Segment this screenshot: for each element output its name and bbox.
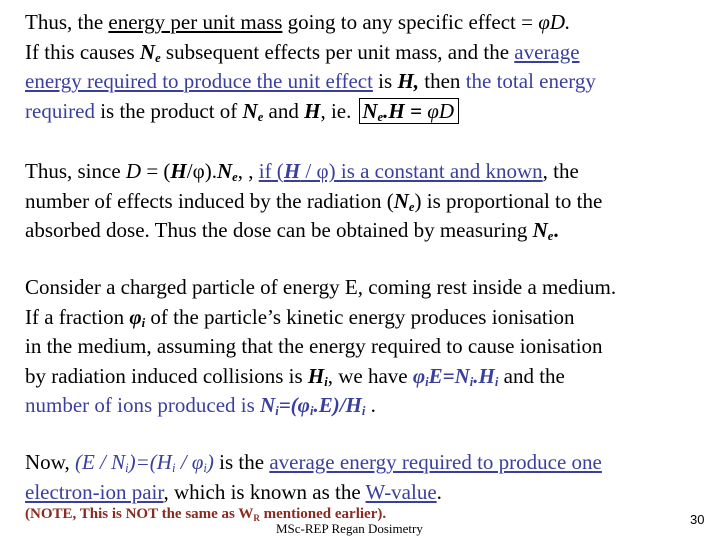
math-phi: / φ	[175, 450, 204, 474]
text: and	[263, 98, 305, 123]
subscript: i	[125, 461, 129, 475]
text: If a fraction	[25, 304, 130, 329]
subscript: i	[469, 374, 474, 389]
text: going to any specific effect =	[282, 10, 539, 34]
text-line	[25, 448, 602, 478]
math-h: .H	[473, 363, 495, 388]
subscript: e	[377, 109, 384, 124]
term-required: required	[25, 98, 95, 123]
math-phi: φ	[412, 363, 426, 388]
text-line	[25, 157, 602, 187]
condition-constant-known	[259, 159, 543, 183]
text: If this causes	[25, 39, 140, 64]
subscript: i	[203, 461, 207, 475]
formula-w	[75, 450, 214, 474]
text: absorbed dose. Thus the dose can be obtained by measuring	[25, 218, 533, 242]
term-energy-required: energy required to produce the unit effect	[25, 69, 373, 93]
math-phi: =(φ	[278, 393, 310, 417]
text-line	[25, 67, 596, 97]
term-electron-ion-pair: electron-ion pair	[25, 479, 164, 504]
text-line	[25, 362, 616, 392]
formula-ions	[260, 393, 365, 417]
text: .	[365, 393, 376, 417]
term-average-energy: average energy required to produce one	[269, 450, 602, 474]
math-h: H	[170, 159, 187, 183]
subscript: i	[171, 461, 176, 475]
text: Now,	[25, 450, 75, 474]
math-h: H	[307, 363, 325, 388]
text: if (	[258, 159, 284, 183]
text: subsequent effects per unit mass, and the	[160, 39, 515, 64]
text-line	[25, 8, 596, 38]
subscript: R	[253, 513, 260, 523]
math-n: N	[139, 39, 156, 64]
math-n: N	[532, 218, 548, 242]
math-phi: φ	[129, 304, 142, 329]
math-h: H	[283, 159, 301, 183]
math-n: N	[216, 159, 233, 183]
text: is the product of	[94, 98, 243, 123]
text: .	[436, 479, 442, 504]
text-line: in the medium, assuming that the energy required to cause ionisation	[25, 334, 603, 358]
text: and the	[498, 363, 565, 388]
text: ) is proportional to the	[414, 188, 603, 213]
text: mentioned earlier).	[259, 506, 387, 522]
text: , which is known as the	[163, 479, 366, 504]
text: , ie.	[320, 98, 352, 123]
subscript: i	[275, 404, 279, 418]
text-line	[25, 391, 616, 421]
text: (NOTE, This is NOT the same as W	[25, 506, 254, 522]
text-ions-produced: number of ions produced is	[25, 393, 261, 417]
text-line	[25, 187, 602, 217]
math-n: N	[362, 98, 378, 123]
math-h-equals: .H =	[383, 98, 428, 123]
subscript: i	[309, 404, 314, 418]
paragraph-dose-measurement	[25, 157, 602, 246]
text: number of effects induced by the radiation (	[25, 188, 394, 213]
math-h: )=(H	[128, 450, 172, 474]
text-line	[25, 216, 602, 246]
text: of the particle’s kinetic energy produces ionisation	[145, 304, 575, 329]
subscript: i	[425, 374, 429, 389]
math-h: H	[304, 98, 321, 123]
paragraph-ionisation	[25, 273, 616, 421]
paragraph-w-value	[25, 448, 602, 507]
text: , ,	[237, 159, 259, 183]
subscript: e	[547, 229, 554, 243]
text: , the	[542, 159, 579, 183]
subscript: i	[494, 374, 499, 389]
text: .	[553, 218, 559, 242]
math-e-n: (E / N	[74, 450, 126, 474]
text: by radiation induced collisions is	[25, 363, 308, 388]
text-line	[25, 303, 616, 333]
text-line	[25, 478, 602, 508]
text: = (	[141, 159, 171, 183]
text: /φ).	[186, 159, 217, 183]
term-total-energy: the total energy	[465, 69, 596, 93]
math-n: N	[260, 393, 276, 417]
math-phi-d: φD	[427, 98, 454, 123]
math-n: N	[393, 188, 409, 213]
term-average: average	[514, 39, 580, 64]
page-number: 30	[690, 512, 705, 527]
math-en: E=N	[428, 363, 470, 388]
term-w-value: W-value	[365, 479, 437, 504]
math-phi-d: φD.	[538, 10, 571, 34]
math-n: N	[242, 98, 258, 123]
text: Thus, since	[25, 159, 126, 183]
subscript: e	[232, 170, 238, 184]
boxed-formula	[359, 98, 459, 124]
subscript: i	[361, 404, 366, 418]
subscript: e	[408, 199, 415, 214]
text: is the	[213, 450, 270, 474]
paragraph-energy-per-unit-mass	[25, 8, 596, 126]
footer-title: MSc-REP Regan Dosimetry	[276, 521, 423, 536]
text: Thus, the	[25, 10, 109, 34]
math-d: D	[125, 159, 142, 183]
text: then	[419, 69, 466, 93]
subscript: e	[155, 50, 161, 65]
term-energy-per-unit-mass: energy per unit mass	[108, 10, 283, 34]
subscript: i	[324, 374, 328, 389]
text-line	[25, 97, 596, 127]
text: )	[206, 450, 214, 474]
math-h: H,	[397, 69, 420, 93]
text-line	[25, 38, 596, 68]
text: is	[372, 69, 398, 93]
text: / φ) is a constant and known	[300, 159, 543, 183]
math-e-h: .E)/H	[313, 393, 362, 417]
formula-ionisation	[413, 364, 499, 388]
text: , we have	[327, 363, 413, 388]
text-line: Consider a charged particle of energy E, coming rest inside a medium.	[25, 275, 617, 299]
subscript: e	[257, 109, 264, 124]
subscript: i	[141, 315, 146, 330]
